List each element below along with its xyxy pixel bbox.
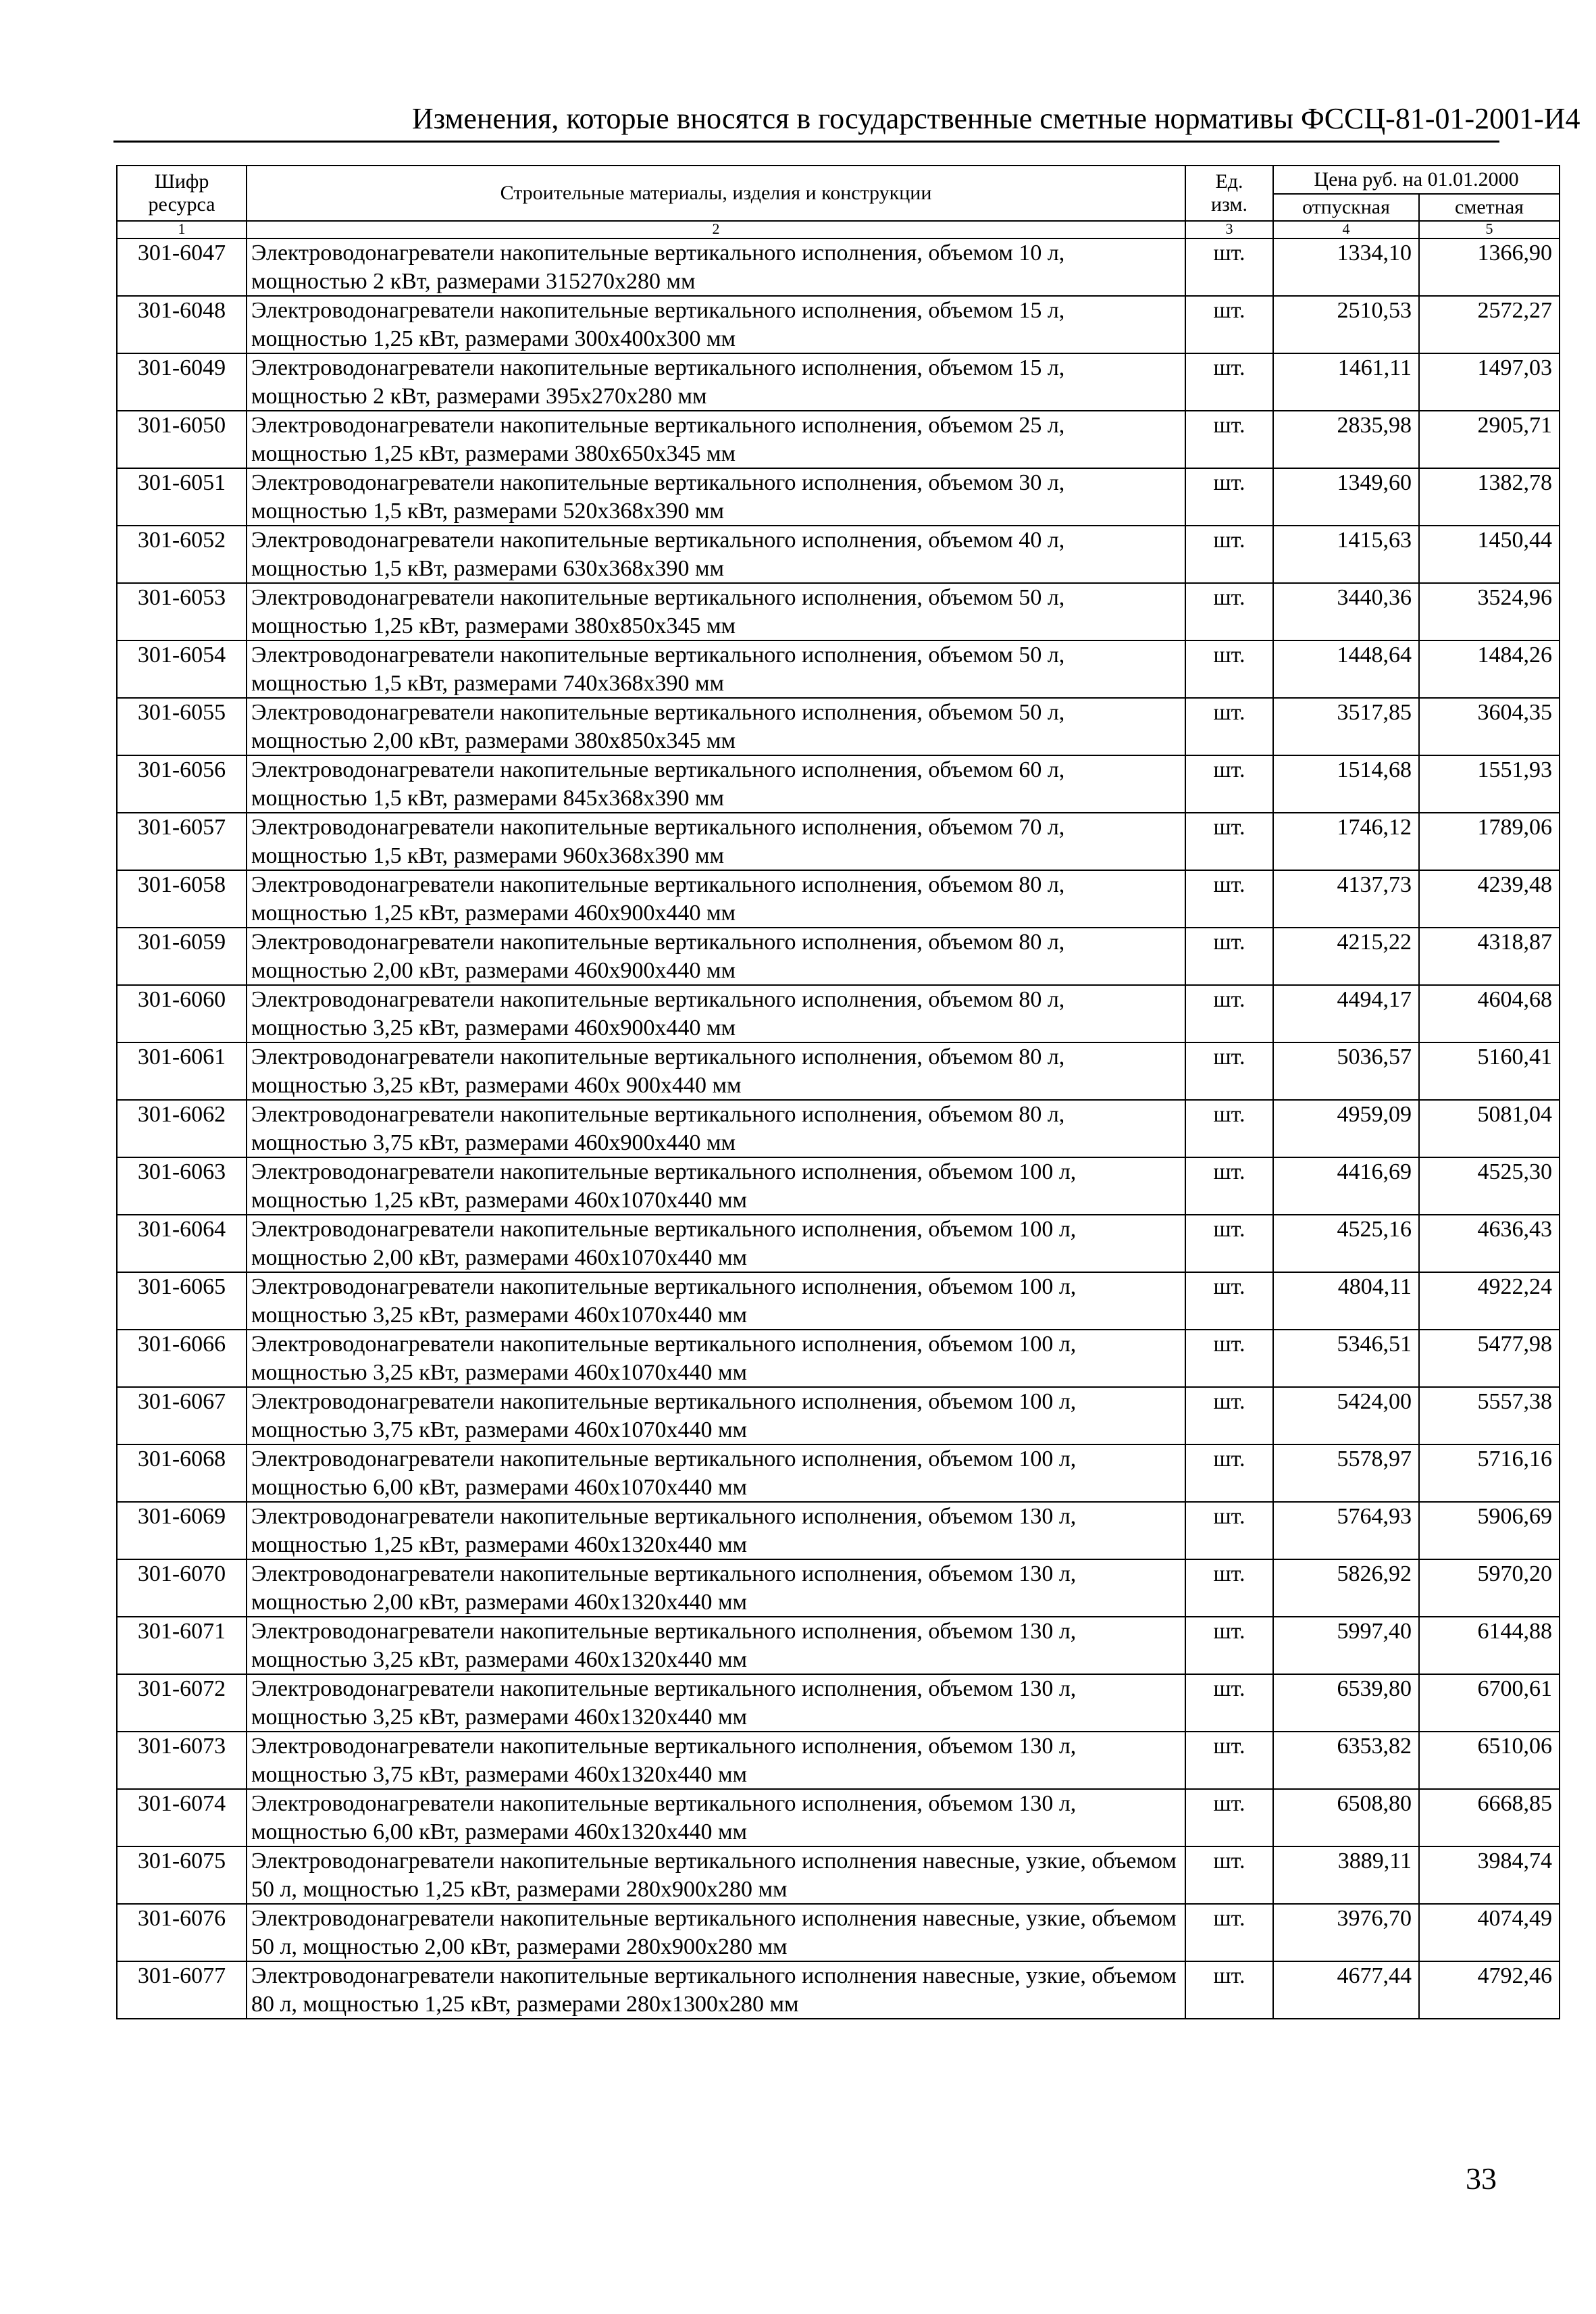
- material-name: Электроводонагреватели накопительные вертикального исполнения навесные, узкие, объемом 50 л, мощностью 1,25 кВт, размерами 280х900х280 мм: [247, 1846, 1185, 1904]
- material-name: Электроводонагреватели накопительные вертикального исполнения, объемом 10 л, мощностью 2 кВт, размерами 315270х280 мм: [247, 238, 1185, 296]
- table-row: [117, 1042, 1560, 1100]
- table-row: [117, 238, 1560, 296]
- material-name: Электроводонагреватели накопительные вертикального исполнения, объемом 50 л, мощностью 1,5 кВт, размерами 740х368х390 мм: [247, 640, 1185, 698]
- material-name: Электроводонагреватели накопительные вертикального исполнения, объемом 80 л, мощностью 1,25 кВт, размерами 460х900х440 мм: [247, 870, 1185, 928]
- material-name: Электроводонагреватели накопительные вертикального исполнения навесные, узкие, объемом 50 л, мощностью 2,00 кВт, размерами 280х900х280 мм: [247, 1904, 1185, 1961]
- table-row: [117, 928, 1560, 985]
- release-price: 3889,11: [1273, 1846, 1419, 1904]
- release-price: 4137,73: [1273, 870, 1419, 928]
- release-price: 3976,70: [1273, 1904, 1419, 1961]
- material-name: Электроводонагреватели накопительные вертикального исполнения, объемом 130 л, мощностью 1,25 кВт, размерами 460х1320х440 мм: [247, 1502, 1185, 1559]
- unit-of-measure: шт.: [1185, 1732, 1273, 1789]
- release-price: 5036,57: [1273, 1042, 1419, 1100]
- resource-code: 301-6066: [117, 1330, 247, 1387]
- estimate-price: 5160,41: [1419, 1042, 1560, 1100]
- estimate-price: 2905,71: [1419, 411, 1560, 468]
- material-name: Электроводонагреватели накопительные вертикального исполнения, объемом 100 л, мощностью 1,25 кВт, размерами 460х1070х440 мм: [247, 1157, 1185, 1215]
- resource-code: 301-6067: [117, 1387, 247, 1444]
- table-row: [117, 1157, 1560, 1215]
- table-row: [117, 583, 1560, 640]
- estimate-price: 1366,90: [1419, 238, 1560, 296]
- release-price: 4677,44: [1273, 1961, 1419, 2019]
- release-price: 1415,63: [1273, 526, 1419, 583]
- unit-of-measure: шт.: [1185, 755, 1273, 813]
- resource-code: 301-6065: [117, 1272, 247, 1330]
- table-row: [117, 1961, 1560, 2019]
- release-price: 5346,51: [1273, 1330, 1419, 1387]
- unit-of-measure: шт.: [1185, 1904, 1273, 1961]
- resource-code: 301-6063: [117, 1157, 247, 1215]
- resource-code: 301-6059: [117, 928, 247, 985]
- material-name: Электроводонагреватели накопительные вертикального исполнения, объемом 100 л, мощностью 6,00 кВт, размерами 460х1070х440 мм: [247, 1444, 1185, 1502]
- material-name: Электроводонагреватели накопительные вертикального исполнения, объемом 30 л, мощностью 1,5 кВт, размерами 520х368х390 мм: [247, 468, 1185, 526]
- estimate-price: 1789,06: [1419, 813, 1560, 870]
- unit-of-measure: шт.: [1185, 1502, 1273, 1559]
- table-row: [117, 1846, 1560, 1904]
- table-row: [117, 698, 1560, 755]
- unit-of-measure: шт.: [1185, 296, 1273, 353]
- release-price: 4959,09: [1273, 1100, 1419, 1157]
- unit-of-measure: шт.: [1185, 1789, 1273, 1846]
- release-price: 5424,00: [1273, 1387, 1419, 1444]
- unit-of-measure: шт.: [1185, 813, 1273, 870]
- estimate-price: 4525,30: [1419, 1157, 1560, 1215]
- table-row: [117, 1732, 1560, 1789]
- resource-code: 301-6056: [117, 755, 247, 813]
- resource-code: 301-6061: [117, 1042, 247, 1100]
- unit-of-measure: шт.: [1185, 1272, 1273, 1330]
- unit-of-measure: шт.: [1185, 1846, 1273, 1904]
- estimate-price: 6668,85: [1419, 1789, 1560, 1846]
- column-number: 5: [1419, 221, 1560, 238]
- estimate-price: 4922,24: [1419, 1272, 1560, 1330]
- resource-code: 301-6057: [117, 813, 247, 870]
- release-price: 2510,53: [1273, 296, 1419, 353]
- resource-code: 301-6064: [117, 1215, 247, 1272]
- estimate-price: 6510,06: [1419, 1732, 1560, 1789]
- material-name: Электроводонагреватели накопительные вертикального исполнения, объемом 80 л, мощностью 2,00 кВт, размерами 460х900х440 мм: [247, 928, 1185, 985]
- resource-code: 301-6050: [117, 411, 247, 468]
- header-code-line1: Шифр: [154, 170, 209, 193]
- unit-of-measure: шт.: [1185, 1674, 1273, 1732]
- unit-of-measure: шт.: [1185, 1330, 1273, 1387]
- header-code: [117, 166, 247, 221]
- unit-of-measure: шт.: [1185, 1042, 1273, 1100]
- resource-code: 301-6070: [117, 1559, 247, 1617]
- table-row: [117, 1100, 1560, 1157]
- table-row: [117, 1387, 1560, 1444]
- resource-code: 301-6077: [117, 1961, 247, 2019]
- unit-of-measure: шт.: [1185, 928, 1273, 985]
- resource-code: 301-6052: [117, 526, 247, 583]
- release-price: 2835,98: [1273, 411, 1419, 468]
- release-price: 4525,16: [1273, 1215, 1419, 1272]
- material-name: Электроводонагреватели накопительные вертикального исполнения, объемом 100 л, мощностью 2,00 кВт, размерами 460х1070х440 мм: [247, 1215, 1185, 1272]
- release-price: 5826,92: [1273, 1559, 1419, 1617]
- table-row: [117, 640, 1560, 698]
- column-number: 4: [1273, 221, 1419, 238]
- material-name: Электроводонагреватели накопительные вертикального исполнения, объемом 50 л, мощностью 2,00 кВт, размерами 380х850х345 мм: [247, 698, 1185, 755]
- estimate-price: 5906,69: [1419, 1502, 1560, 1559]
- release-price: 1461,11: [1273, 353, 1419, 411]
- table-row: [117, 985, 1560, 1042]
- release-price: 5997,40: [1273, 1617, 1419, 1674]
- resource-code: 301-6053: [117, 583, 247, 640]
- material-name: Электроводонагреватели накопительные вертикального исполнения, объемом 50 л, мощностью 1,25 кВт, размерами 380х850х345 мм: [247, 583, 1185, 640]
- estimate-price: 3984,74: [1419, 1846, 1560, 1904]
- page-number: 33: [1466, 2161, 1497, 2196]
- unit-of-measure: шт.: [1185, 870, 1273, 928]
- release-price: 1746,12: [1273, 813, 1419, 870]
- material-name: Электроводонагреватели накопительные вертикального исполнения, объемом 80 л, мощностью 3,25 кВт, размерами 460х 900х440 мм: [247, 1042, 1185, 1100]
- table-row: [117, 1559, 1560, 1617]
- header-unit: [1185, 166, 1273, 221]
- unit-of-measure: шт.: [1185, 583, 1273, 640]
- resource-code: 301-6049: [117, 353, 247, 411]
- unit-of-measure: шт.: [1185, 1444, 1273, 1502]
- table-row: [117, 870, 1560, 928]
- release-price: 4804,11: [1273, 1272, 1419, 1330]
- material-name: Электроводонагреватели накопительные вертикального исполнения, объемом 100 л, мощностью 3,25 кВт, размерами 460х1070х440 мм: [247, 1272, 1185, 1330]
- price-table-body: [117, 221, 1560, 2019]
- table-row: [117, 1330, 1560, 1387]
- resource-code: 301-6071: [117, 1617, 247, 1674]
- material-name: Электроводонагреватели накопительные вертикального исполнения, объемом 100 л, мощностью 3,75 кВт, размерами 460х1070х440 мм: [247, 1387, 1185, 1444]
- resource-code: 301-6074: [117, 1789, 247, 1846]
- resource-code: 301-6076: [117, 1904, 247, 1961]
- unit-of-measure: шт.: [1185, 526, 1273, 583]
- estimate-price: 4636,43: [1419, 1215, 1560, 1272]
- header-name: Строительные материалы, изделия и конструкции: [247, 166, 1185, 221]
- release-price: 5578,97: [1273, 1444, 1419, 1502]
- material-name: Электроводонагреватели накопительные вертикального исполнения, объемом 15 л, мощностью 2 кВт, размерами 395х270х280 мм: [247, 353, 1185, 411]
- estimate-price: 3524,96: [1419, 583, 1560, 640]
- unit-of-measure: шт.: [1185, 1559, 1273, 1617]
- estimate-price: 4318,87: [1419, 928, 1560, 985]
- release-price: 6508,80: [1273, 1789, 1419, 1846]
- material-name: Электроводонагреватели накопительные вертикального исполнения, объемом 80 л, мощностью 3,75 кВт, размерами 460х900х440 мм: [247, 1100, 1185, 1157]
- resource-code: 301-6048: [117, 296, 247, 353]
- estimate-price: 5557,38: [1419, 1387, 1560, 1444]
- table-row: [117, 1674, 1560, 1732]
- header-price: Цена руб. на 01.01.2000: [1273, 166, 1560, 194]
- unit-of-measure: шт.: [1185, 353, 1273, 411]
- release-price: 4416,69: [1273, 1157, 1419, 1215]
- table-row: [117, 1502, 1560, 1559]
- table-row: [117, 1904, 1560, 1961]
- header-divider: [113, 141, 1499, 143]
- header-estimate-price: сметная: [1419, 194, 1560, 221]
- estimate-price: 3604,35: [1419, 698, 1560, 755]
- resource-code: 301-6047: [117, 238, 247, 296]
- table-row: [117, 468, 1560, 526]
- estimate-price: 6144,88: [1419, 1617, 1560, 1674]
- unit-of-measure: шт.: [1185, 1100, 1273, 1157]
- material-name: Электроводонагреватели накопительные вертикального исполнения, объемом 130 л, мощностью 3,25 кВт, размерами 460х1320х440 мм: [247, 1617, 1185, 1674]
- resource-code: 301-6068: [117, 1444, 247, 1502]
- estimate-price: 1484,26: [1419, 640, 1560, 698]
- table-row: [117, 813, 1560, 870]
- material-name: Электроводонагреватели накопительные вертикального исполнения, объемом 60 л, мощностью 1,5 кВт, размерами 845х368х390 мм: [247, 755, 1185, 813]
- resource-code: 301-6062: [117, 1100, 247, 1157]
- material-name: Электроводонагреватели накопительные вертикального исполнения навесные, узкие, объемом 80 л, мощностью 1,25 кВт, размерами 280х1300х280 мм: [247, 1961, 1185, 2019]
- material-name: Электроводонагреватели накопительные вертикального исполнения, объемом 100 л, мощностью 3,25 кВт, размерами 460х1070х440 мм: [247, 1330, 1185, 1387]
- header-code-line2: ресурса: [148, 193, 215, 216]
- resource-code: 301-6069: [117, 1502, 247, 1559]
- table-row: [117, 296, 1560, 353]
- unit-of-measure: шт.: [1185, 468, 1273, 526]
- unit-of-measure: шт.: [1185, 698, 1273, 755]
- header-unit-line1: Ед.: [1215, 170, 1243, 193]
- material-name: Электроводонагреватели накопительные вертикального исполнения, объемом 25 л, мощностью 1,25 кВт, размерами 380х650х345 мм: [247, 411, 1185, 468]
- resource-code: 301-6073: [117, 1732, 247, 1789]
- table-row: [117, 1272, 1560, 1330]
- table-row: [117, 1789, 1560, 1846]
- unit-of-measure: шт.: [1185, 640, 1273, 698]
- table-row: [117, 411, 1560, 468]
- material-name: Электроводонагреватели накопительные вертикального исполнения, объемом 130 л, мощностью 2,00 кВт, размерами 460х1320х440 мм: [247, 1559, 1185, 1617]
- material-name: Электроводонагреватели накопительные вертикального исполнения, объемом 130 л, мощностью 3,75 кВт, размерами 460х1320х440 мм: [247, 1732, 1185, 1789]
- table-row: [117, 1617, 1560, 1674]
- estimate-price: 5716,16: [1419, 1444, 1560, 1502]
- release-price: 1349,60: [1273, 468, 1419, 526]
- release-price: 1334,10: [1273, 238, 1419, 296]
- release-price: 5764,93: [1273, 1502, 1419, 1559]
- resource-code: 301-6055: [117, 698, 247, 755]
- table-row: [117, 353, 1560, 411]
- unit-of-measure: шт.: [1185, 1961, 1273, 2019]
- estimate-price: 5970,20: [1419, 1559, 1560, 1617]
- material-name: Электроводонагреватели накопительные вертикального исполнения, объемом 130 л, мощностью 6,00 кВт, размерами 460х1320х440 мм: [247, 1789, 1185, 1846]
- estimate-price: 2572,27: [1419, 296, 1560, 353]
- table-row: [117, 755, 1560, 813]
- table-row: [117, 1215, 1560, 1272]
- material-name: Электроводонагреватели накопительные вертикального исполнения, объемом 80 л, мощностью 3,25 кВт, размерами 460х900х440 мм: [247, 985, 1185, 1042]
- resource-code: 301-6054: [117, 640, 247, 698]
- release-price: 4494,17: [1273, 985, 1419, 1042]
- column-number: 3: [1185, 221, 1273, 238]
- estimate-price: 5081,04: [1419, 1100, 1560, 1157]
- resource-code: 301-6075: [117, 1846, 247, 1904]
- release-price: 1514,68: [1273, 755, 1419, 813]
- header-unit-line2: изм.: [1211, 193, 1247, 216]
- estimate-price: 1497,03: [1419, 353, 1560, 411]
- resource-code: 301-6072: [117, 1674, 247, 1732]
- unit-of-measure: шт.: [1185, 985, 1273, 1042]
- release-price: 1448,64: [1273, 640, 1419, 698]
- unit-of-measure: шт.: [1185, 411, 1273, 468]
- page-header-title: Изменения, которые вносятся в государственные сметные нормативы ФССЦ-81-01-2001-И4: [412, 102, 1580, 135]
- unit-of-measure: шт.: [1185, 1387, 1273, 1444]
- release-price: 3517,85: [1273, 698, 1419, 755]
- estimate-price: 1551,93: [1419, 755, 1560, 813]
- unit-of-measure: шт.: [1185, 1215, 1273, 1272]
- release-price: 6353,82: [1273, 1732, 1419, 1789]
- estimate-price: 5477,98: [1419, 1330, 1560, 1387]
- estimate-price: 1450,44: [1419, 526, 1560, 583]
- unit-of-measure: шт.: [1185, 238, 1273, 296]
- release-price: 4215,22: [1273, 928, 1419, 985]
- unit-of-measure: шт.: [1185, 1617, 1273, 1674]
- estimate-price: 6700,61: [1419, 1674, 1560, 1732]
- price-table-header: [117, 166, 1560, 221]
- material-name: Электроводонагреватели накопительные вертикального исполнения, объемом 130 л, мощностью 3,25 кВт, размерами 460х1320х440 мм: [247, 1674, 1185, 1732]
- table-row: [117, 526, 1560, 583]
- material-name: Электроводонагреватели накопительные вертикального исполнения, объемом 15 л, мощностью 1,25 кВт, размерами 300х400х300 мм: [247, 296, 1185, 353]
- resource-code: 301-6051: [117, 468, 247, 526]
- resource-code: 301-6058: [117, 870, 247, 928]
- release-price: 3440,36: [1273, 583, 1419, 640]
- estimate-price: 4792,46: [1419, 1961, 1560, 2019]
- column-number: 2: [247, 221, 1185, 238]
- material-name: Электроводонагреватели накопительные вертикального исполнения, объемом 40 л, мощностью 1,5 кВт, размерами 630х368х390 мм: [247, 526, 1185, 583]
- column-number-row: [117, 221, 1560, 238]
- column-number: 1: [117, 221, 247, 238]
- resource-code: 301-6060: [117, 985, 247, 1042]
- price-table: [116, 165, 1560, 2019]
- unit-of-measure: шт.: [1185, 1157, 1273, 1215]
- release-price: 6539,80: [1273, 1674, 1419, 1732]
- material-name: Электроводонагреватели накопительные вертикального исполнения, объемом 70 л, мощностью 1,5 кВт, размерами 960х368х390 мм: [247, 813, 1185, 870]
- estimate-price: 4074,49: [1419, 1904, 1560, 1961]
- header-release-price: отпускная: [1273, 194, 1419, 221]
- table-row: [117, 1444, 1560, 1502]
- estimate-price: 4239,48: [1419, 870, 1560, 928]
- estimate-price: 1382,78: [1419, 468, 1560, 526]
- estimate-price: 4604,68: [1419, 985, 1560, 1042]
